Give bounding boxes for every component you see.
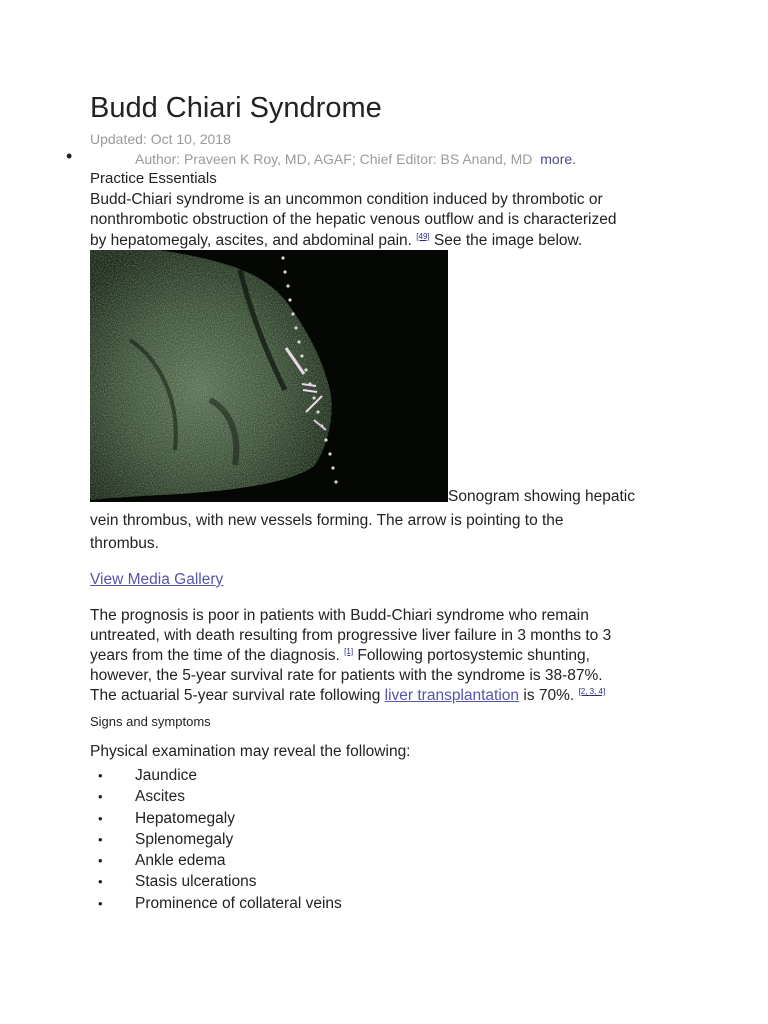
updated-date: Updated: Oct 10, 2018 bbox=[90, 131, 231, 147]
bullet: • bbox=[98, 768, 103, 783]
more-link[interactable]: more. bbox=[540, 151, 577, 167]
signs-heading: Signs and symptoms bbox=[90, 714, 211, 729]
intro-line-3-tail: See the image below. bbox=[433, 232, 583, 249]
intro-line-3-text: by hepatomegaly, ascites, and abdominal pain. bbox=[90, 232, 412, 249]
list-item-label: Ankle edema bbox=[135, 852, 226, 870]
bullet: • bbox=[98, 874, 103, 890]
bullet: • bbox=[98, 789, 103, 805]
prognosis-line-5 bbox=[90, 687, 605, 705]
liver-transplantation-link[interactable]: liver transplantation bbox=[384, 687, 520, 704]
reference-link[interactable]: [1] bbox=[344, 647, 354, 656]
bullet: • bbox=[98, 831, 103, 847]
figure-caption-line-1: Sonogram showing hepatic bbox=[448, 488, 635, 505]
author-bullet: • bbox=[66, 146, 73, 166]
prognosis-line-5-tail: is 70%. bbox=[523, 687, 575, 704]
author-text: Author: Praveen K Roy, MD, AGAF; Chief Editor: BS Anand, MD bbox=[135, 151, 533, 167]
prognosis-line-4: however, the 5-year survival rate for patients with the syndrome is 38-87%. bbox=[90, 667, 603, 684]
intro-line-2: nonthrombotic obstruction of the hepatic venous outflow and is characterized bbox=[90, 211, 617, 228]
prognosis-line-3-tail: Following portosystemic shunting, bbox=[357, 647, 590, 664]
list-item-label: Stasis ulcerations bbox=[135, 873, 257, 891]
reference-link[interactable]: [49] bbox=[416, 232, 430, 241]
prognosis-line-5-text: The actuarial 5-year survival rate following bbox=[90, 687, 381, 704]
intro-line-1: Budd-Chiari syndrome is an uncommon condition induced by thrombotic or bbox=[90, 191, 603, 208]
signs-intro: Physical examination may reveal the following: bbox=[90, 743, 411, 760]
prognosis-line-1: The prognosis is poor in patients with Budd-Chiari syndrome who remain bbox=[90, 607, 589, 624]
list-item-label: Jaundice bbox=[135, 767, 198, 784]
figure-caption-line-2: vein thrombus, with new vessels forming. The arrow is pointing to the bbox=[90, 512, 564, 529]
bullet: • bbox=[98, 853, 103, 869]
list-item-label: Ascites bbox=[135, 788, 185, 806]
bullet: • bbox=[98, 895, 103, 911]
reference-link[interactable]: [2, 3, 4] bbox=[578, 687, 606, 696]
prognosis-line-3 bbox=[90, 647, 590, 665]
intro-line-3 bbox=[90, 232, 582, 250]
figure-caption-line-3: thrombus. bbox=[90, 535, 159, 552]
view-media-gallery-link[interactable]: View Media Gallery bbox=[90, 571, 224, 588]
author-line bbox=[135, 151, 576, 167]
page-title: Budd Chiari Syndrome bbox=[90, 92, 382, 124]
sonogram-graphic bbox=[90, 250, 448, 502]
prognosis-line-2: untreated, with death resulting from progressive liver failure in 3 months to 3 bbox=[90, 627, 612, 644]
prognosis-line-3-text: years from the time of the diagnosis. bbox=[90, 647, 340, 664]
section-title: Practice Essentials bbox=[90, 170, 217, 187]
sonogram-image bbox=[90, 250, 448, 502]
list-item-label: Splenomegaly bbox=[135, 830, 234, 848]
list-item-label: Hepatomegaly bbox=[135, 809, 235, 827]
list-item-label: Prominence of collateral veins bbox=[135, 894, 342, 912]
bullet: • bbox=[98, 810, 103, 826]
